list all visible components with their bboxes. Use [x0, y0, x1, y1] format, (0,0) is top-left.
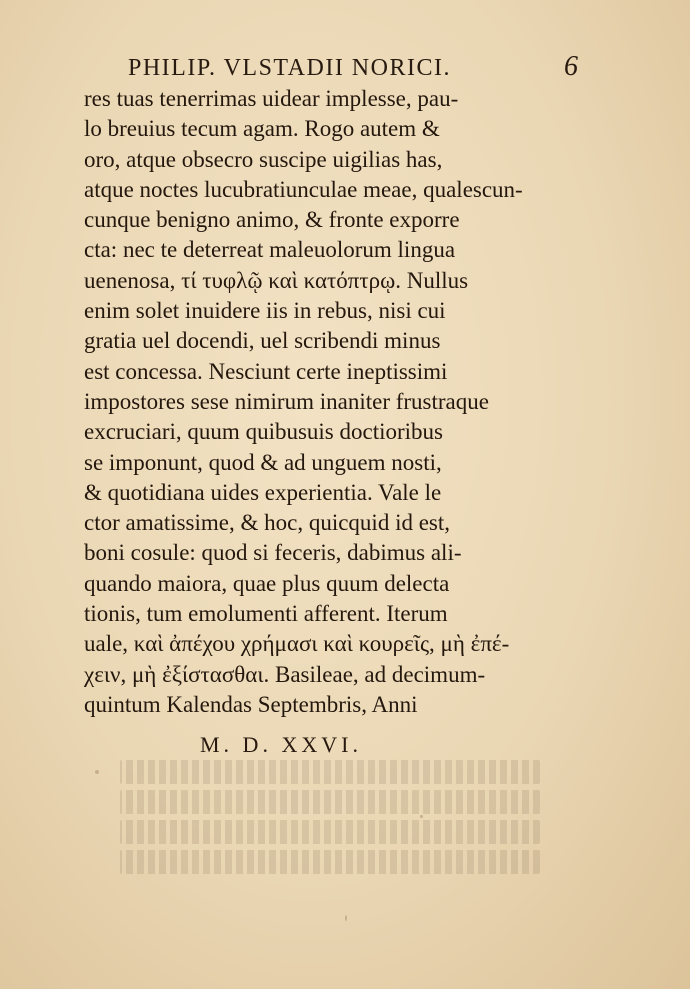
text-line: res tuas tenerrimas uidear implesse, pau-	[84, 86, 459, 111]
page-header	[128, 51, 578, 87]
text-line: cta: nec te deterreat maleuolorum lingua	[84, 237, 456, 263]
text-line: uale, καὶ ἀπέχου χρήμασι καὶ κουρεῖς, μὴ ἐπέ-	[84, 631, 510, 657]
text-line: impostores sese nimirum inaniter frustraque	[84, 388, 489, 414]
text-line: oro, atque obsecro suscipe uigilias has,	[84, 146, 443, 172]
text-line: cunque benigno animo, & fronte exporre	[84, 207, 460, 233]
text-line: uenenosa, τί τυφλῷ καὶ κατόπτρῳ. Nullus	[84, 267, 469, 293]
text-line: ctor amatissime, & hoc, quicquid id est,	[84, 510, 451, 536]
text-line: enim solet inuidere iis in rebus, nisi cui	[84, 298, 446, 324]
text-line: gratia uel docendi, uel scribendi minus	[84, 328, 441, 354]
text-line: quando maiora, quae plus quum delecta	[84, 570, 450, 596]
text-line: boni cosule: quod si feceris, dabimus ali-	[84, 540, 462, 566]
text-line: est concessa. Nesciunt certe ineptissimi	[84, 358, 448, 384]
text-line: quintum Kalendas Septembris, Anni	[84, 691, 418, 717]
text-line: & quotidiana uides experientia. Vale le	[84, 479, 442, 505]
paper-spot	[420, 815, 423, 818]
text-line: χειν, μὴ ἐξίστασθαι. Basileae, ad decimum-	[84, 661, 486, 687]
text-line: tionis, tum emolumenti afferent. Iterum	[84, 601, 448, 627]
paper-spot	[345, 915, 347, 921]
body-text	[84, 84, 544, 720]
text-line: excruciari, quum quibusuis doctioribus	[84, 419, 443, 445]
show-through-texture	[120, 760, 540, 880]
text-line: se imponunt, quod & ad unguem nosti,	[84, 449, 442, 475]
imprint-date: M. D. XXVI.	[200, 732, 362, 757]
text-line: lo breuius tecum agam. Rogo autem &	[84, 116, 440, 142]
paper-spot	[95, 770, 99, 774]
text-line: atque noctes lucubratiunculae meae, qualescun-	[84, 176, 523, 202]
page-number: 6	[564, 51, 578, 82]
running-head: PHILIP. VLSTADII NORICI.	[128, 55, 451, 81]
